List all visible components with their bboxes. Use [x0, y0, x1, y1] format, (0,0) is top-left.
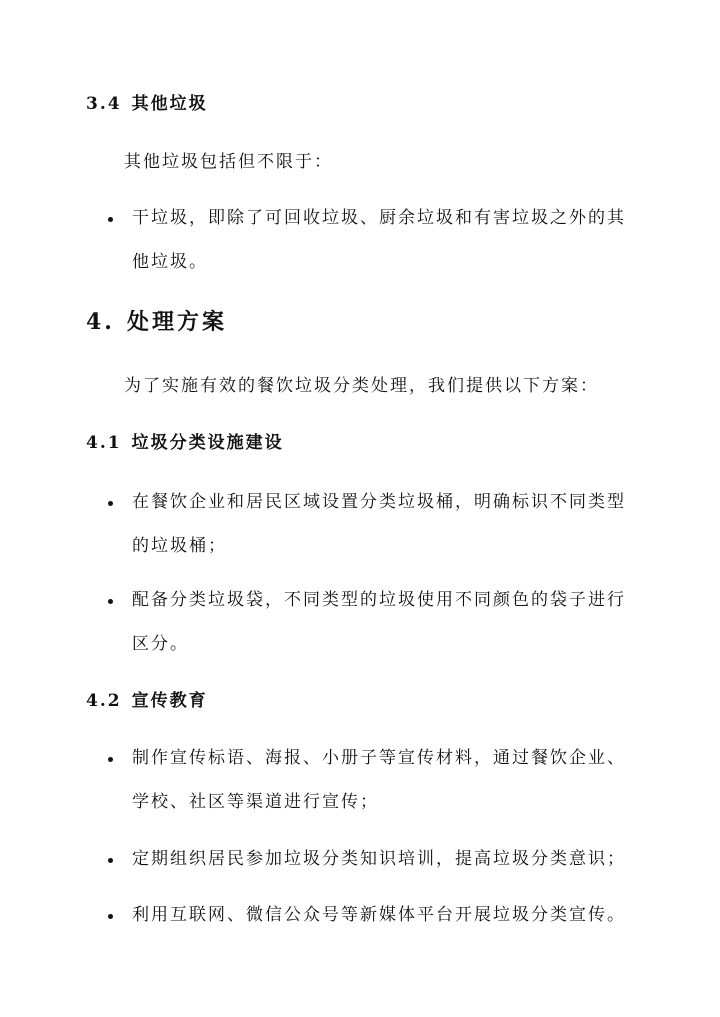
list-item-text: 在餐饮企业和居民区域设置分类垃圾桶，明确标识不同类型 — [132, 492, 626, 512]
list-item-text: 利用互联网、微信公众号等新媒体平台开展垃圾分类宣传。 — [132, 905, 626, 925]
section-number: 3.4 — [86, 94, 122, 114]
list-item-text: 制作宣传标语、海报、小册子等宣传材料，通过餐饮企业、 — [132, 748, 626, 768]
list-item-text: 干垃圾，即除了可回收垃圾、厨余垃圾和有害垃圾之外的其 — [132, 208, 626, 228]
list-item-text: 定期组织居民参加垃圾分类知识培训，提高垃圾分类意识； — [132, 849, 626, 869]
section-heading-4 — [86, 305, 227, 336]
section-title: 其他垃圾 — [131, 94, 208, 114]
list-item-text-continued: 学校、社区等渠道进行宣传； — [132, 792, 379, 812]
bullet-icon — [108, 858, 113, 863]
paragraph-plan-intro: 为了实施有效的餐饮垃圾分类处理，我们提供以下方案： — [124, 376, 599, 396]
section-heading-4-1 — [86, 428, 284, 453]
section-number: 4.2 — [86, 691, 122, 711]
bullet-icon — [108, 217, 113, 222]
section-heading-3-4 — [86, 89, 208, 114]
list-item-text: 配备分类垃圾袋，不同类型的垃圾使用不同颜色的袋子进行 — [132, 590, 626, 610]
bullet-icon — [108, 501, 113, 506]
section-title: 垃圾分类设施建设 — [131, 433, 284, 453]
section-number: 4. — [86, 309, 115, 335]
section-heading-4-2 — [86, 686, 208, 711]
bullet-icon — [108, 914, 113, 919]
bullet-icon — [108, 757, 113, 762]
section-number: 4.1 — [86, 433, 122, 453]
list-item-text-continued: 的垃圾桶； — [132, 536, 227, 556]
list-item-text-continued: 区分。 — [132, 634, 189, 654]
paragraph-other-waste-intro: 其他垃圾包括但不限于： — [124, 152, 333, 172]
section-title: 处理方案 — [126, 309, 227, 335]
section-title: 宣传教育 — [131, 691, 208, 711]
bullet-icon — [108, 599, 113, 604]
list-item-text-continued: 他垃圾。 — [132, 252, 208, 272]
